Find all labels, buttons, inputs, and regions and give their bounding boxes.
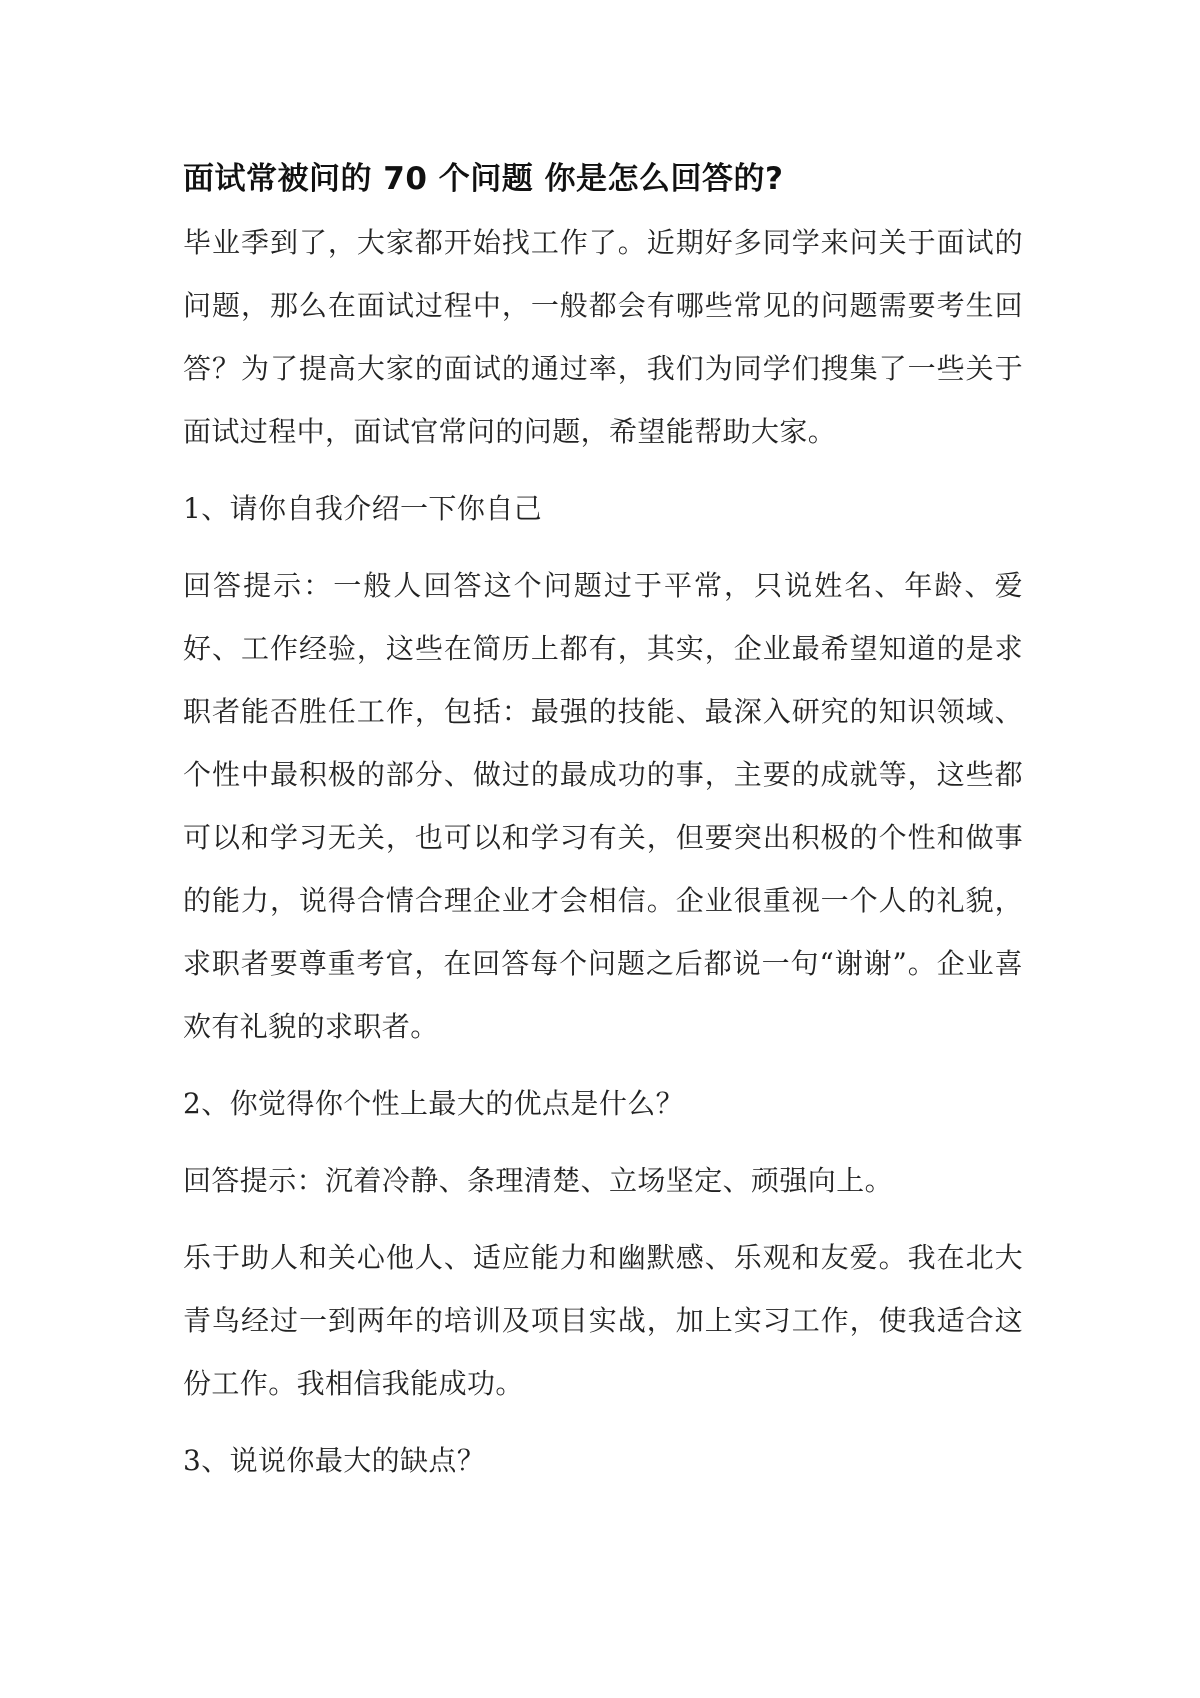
- question-2: 2、你觉得你个性上最大的优点是什么？: [183, 1087, 685, 1120]
- intro-paragraph: 毕业季到了，大家都开始找工作了。近期好多同学来问关于面试的问题，那么在面试过程中，一般都会有哪些常见的问题需要考生回答？为了提高大家的面试的通过率，我们为同学们搜集了一些关于面试过程中，面试官常问的问题，希望能帮助大家。: [183, 226, 1023, 448]
- question-1: 1、请你自我介绍一下你自己: [183, 492, 543, 525]
- question-3: 3、说说你最大的缺点？: [183, 1444, 486, 1477]
- answer-2-line-2: 乐于助人和关心他人、适应能力和幽默感、乐观和友爱。我在北大青鸟经过一到两年的培训及项目实战，加上实习工作，使我适合这份工作。我相信我能成功。: [183, 1241, 1023, 1400]
- document-title: 面试常被问的 70 个问题 你是怎么回答的?: [183, 161, 784, 197]
- answer-2-line-1: 回答提示：沉着冷静、条理清楚、立场坚定、顽强向上。: [183, 1164, 894, 1197]
- document-page: [183, 155, 1023, 1506]
- answer-1: 回答提示：一般人回答这个问题过于平常，只说姓名、年龄、爱好、工作经验，这些在简历上都有，其实，企业最希望知道的是求职者能否胜任工作，包括：最强的技能、最深入研究的知识领域、个性中最积极的部分、做过的最成功的事，主要的成就等，这些都可以和学习无关，也可以和学习有关，但要突出积极的个性和做事的能力，说得合情合理企业才会相信。企业很重视一个人的礼貌，求职者要尊重考官，在回答每个问题之后都说一句“谢谢”。企业喜欢有礼貌的求职者。: [183, 569, 1023, 1043]
